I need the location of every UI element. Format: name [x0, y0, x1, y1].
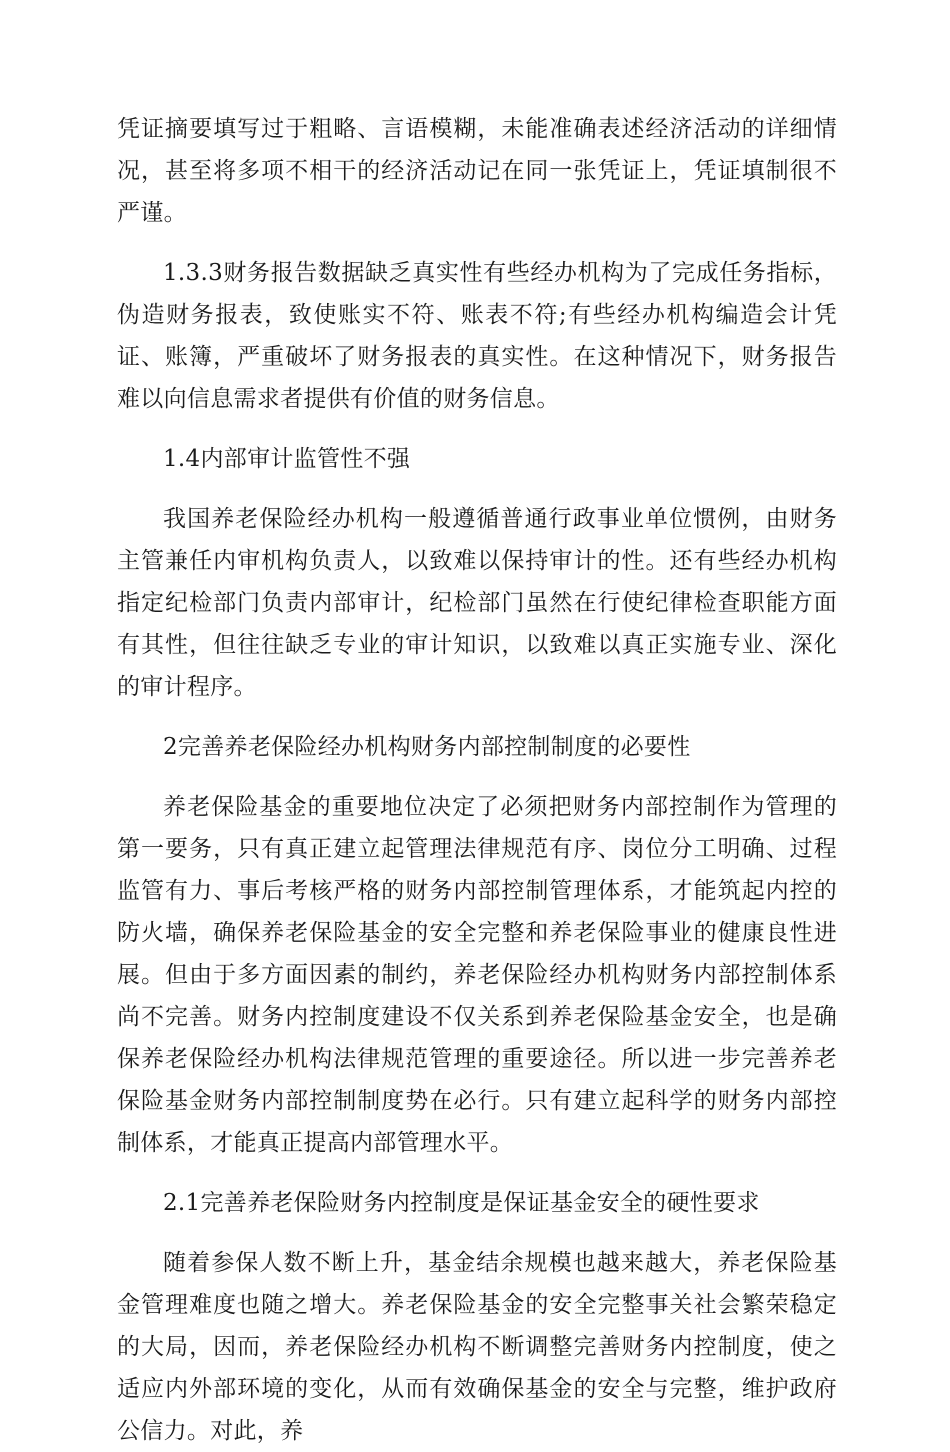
paragraph-1-3-3-financial-report: 1.3.3财务报告数据缺乏真实性有些经办机构为了完成任务指标，伪造财务报表，致使账实不符、账表不符;有些经办机构编造会计凭证、账簿，严重破坏了财务报表的真实性。在这种情况下，财务报告难以向信息需求者提供有价值的财务信息。	[117, 260, 837, 412]
paragraph-necessity: 养老保险基金的重要地位决定了必须把财务内部控制作为管理的第一要务，只有真正建立起管理法律规范有序、岗位分工明确、过程监管有力、事后考核严格的财务内部控制管理体系，才能筑起内控的防火墙，确保养老保险基金的安全完整和养老保险事业的健康良性进展。但由于多方面因素的制约，养老保险经办机构财务内部控制体系尚不完善。财务内控制度建设不仅关系到养老保险基金安全，也是确保养老保险经办机构法律规范管理的重要途径。所以进一步完善养老保险基金财务内部控制制度势在必行。只有建立起科学的财务内部控制体系，才能真正提高内部管理水平。	[117, 794, 837, 1156]
paragraph-fund-safety: 随着参保人数不断上升，基金结余规模也越来越大，养老保险基金管理难度也随之增大。养老保险基金的安全完整事关社会繁荣稳定的大局，因而，养老保险经办机构不断调整完善财务内控制度，使之适应内外部环境的变化，从而有效确保基金的安全与完整，维护政府公信力。对此，养	[117, 1250, 837, 1444]
paragraph-internal-audit: 我国养老保险经办机构一般遵循普通行政事业单位惯例，由财务主管兼任内审机构负责人，以致难以保持审计的性。还有些经办机构指定纪检部门负责内部审计，纪检部门虽然在行使纪律检查职能方面有其性，但往往缺乏专业的审计知识，以致难以真正实施专业、深化的审计程序。	[117, 506, 837, 700]
heading-2-necessity: 2完善养老保险经办机构财务内部控制制度的必要性	[163, 734, 691, 760]
heading-2-1-fund-safety: 2.1完善养老保险财务内控制度是保证基金安全的硬性要求	[163, 1190, 760, 1216]
paragraph-voucher-summary: 凭证摘要填写过于粗略、言语模糊，未能准确表述经济活动的详细情况，甚至将多项不相干的经济活动记在同一张凭证上，凭证填制很不严谨。	[117, 116, 837, 226]
heading-1-4-internal-audit: 1.4内部审计监管性不强	[163, 446, 411, 472]
document-page	[117, 108, 837, 1452]
